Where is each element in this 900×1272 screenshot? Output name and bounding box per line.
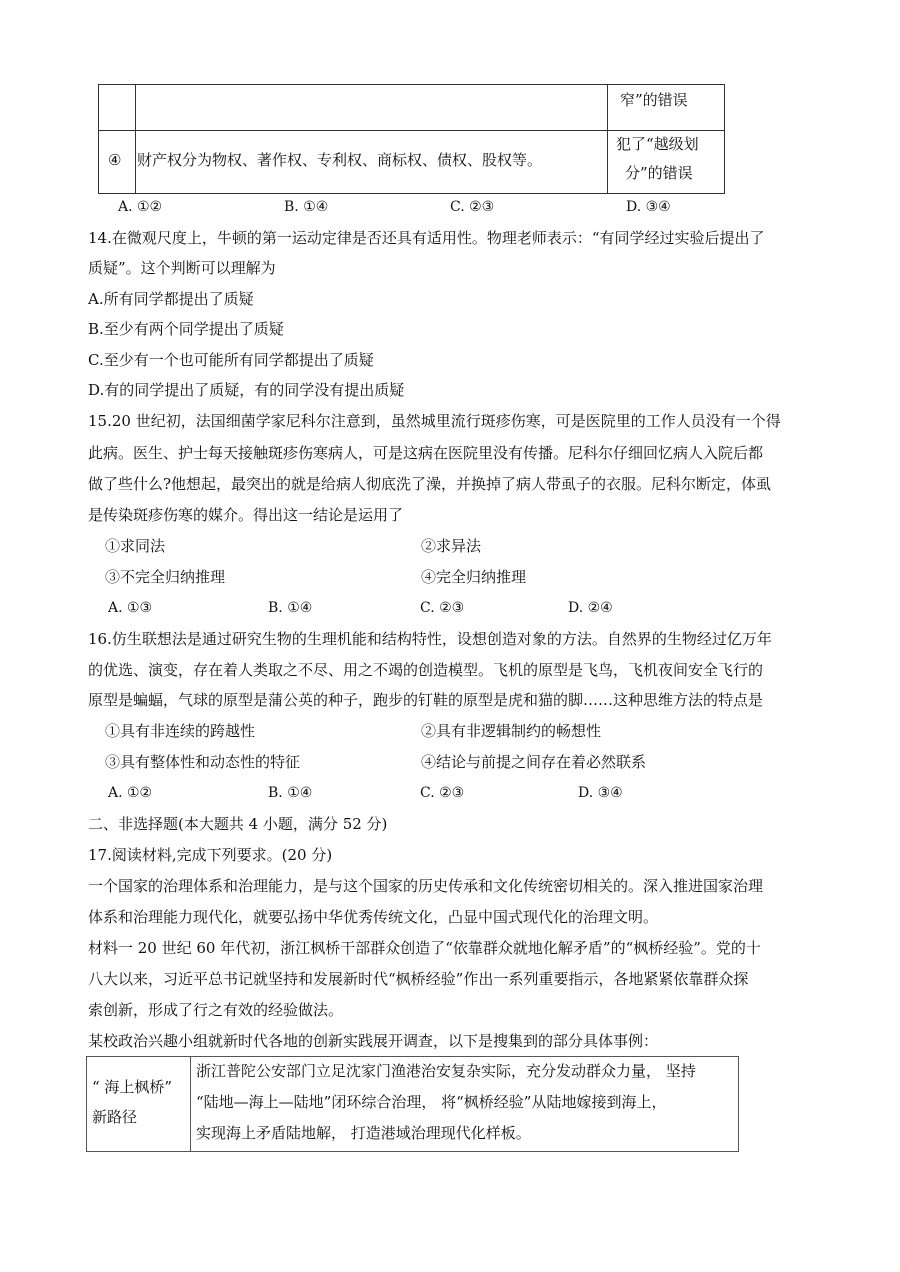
table-divider [607,85,608,193]
table-divider [135,85,136,193]
table-divider [190,1057,191,1151]
case-table-label: 新路径 [92,1108,138,1126]
q16-stem-line: 原型是蝙蝠，气球的原型是蒲公英的种子，跑步的钉鞋的原型是虎和猫的脚……这种思维方法的特点是 [88,691,764,709]
table-divider [99,130,724,131]
q15-stem-line: 是传染斑疹伤寒的媒介。得出这一结论是运用了 [88,506,404,524]
q15-item-3: ③不完全归纳推理 [105,568,226,586]
q14-stem-line: 质疑”。这个判断可以理解为 [88,259,276,277]
q14-stem-line: 14.在微观尺度上，牛顿的第一运动定律是否还具有适用性。物理老师表示：“有同学经过实验后提出了 [88,229,765,247]
q15-stem-line: 做了些什么?他想起，最突出的就是给病人彻底洗了澡，并换掉了病人带虱子的衣服。尼科尔断定，体虱 [88,475,772,493]
q15-option-a: A. ①③ [108,600,153,616]
q14-option-b: B.至少有两个同学提出了质疑 [88,320,284,338]
q16-option-d: D. ③④ [578,785,623,801]
q15-option-d: D. ②④ [568,600,613,616]
table-cell-result-line2: 分”的错误 [625,164,693,182]
case-table-text: “陆地—海上—陆地”闭环综合治理， 将“枫桥经验”从陆地嫁接到海上， [196,1093,667,1111]
q13-option-c: C. ②③ [450,199,495,215]
q15-stem-line: 此病。医生、护士每天接触斑疹伤寒病人，可是这病在医院里没有传播。尼科尔仔细回忆病人入院后都 [88,444,764,462]
q17-intro-line: 一个国家的治理体系和治理能力，是与这个国家的历史传承和文化传统密切相关的。深入推进国家治理 [88,877,764,895]
q17-material-line: 索创新，形成了行之有效的经验做法。 [88,1001,344,1019]
case-table-text: 浙江普陀公安部门立足沈家门渔港治安复杂实际，充分发动群众力量， 坚持 [196,1062,696,1080]
q15-item-4: ④完全归纳推理 [421,568,527,586]
q17-intro-line: 体系和治理能力现代化，就要弘扬中华优秀传统文化，凸显中国式现代化的治理文明。 [88,908,659,926]
q15-item-1: ①求同法 [105,537,166,555]
q16-item-1: ①具有非连续的跨越性 [105,722,256,740]
q13-option-d: D. ③④ [626,199,671,215]
case-table-text: 实现海上矛盾陆地解， 打造港域治理现代化样板。 [196,1124,531,1142]
q16-item-4: ④结论与前提之间存在着必然联系 [421,753,647,771]
q17-title: 17.阅读材料,完成下列要求。(20 分) [88,846,333,864]
q16-item-2: ②具有非逻辑制约的畅想性 [421,722,602,740]
table-cell-row-number: ④ [108,151,122,169]
q16-option-c: C. ②③ [420,785,465,801]
q13-option-a: A. ①② [118,199,163,215]
q16-option-a: A. ①② [108,785,153,801]
case-table-label: “ 海上枫桥” [92,1078,173,1096]
q13-option-b: B. ①④ [284,199,329,215]
q16-item-3: ③具有整体性和动态性的特征 [105,753,301,771]
section-title: 二、非选择题(本大题共 4 小题，满分 52 分) [88,815,388,833]
q17-material-line: 材料一 20 世纪 60 年代初，浙江枫桥干部群众创造了“依靠群众就地化解矛盾”的“枫桥经验”。党的十 [88,939,761,957]
table-cell-statement: 财产权分为物权、著作权、专利权、商标权、债权、股权等。 [137,151,543,169]
q14-option-a: A.所有同学都提出了质疑 [88,290,254,308]
q17-material-line: 八大以来，习近平总书记就坚持和发展新时代“枫桥经验”作出一系列重要指示，各地紧紧依靠群众探 [88,970,749,988]
q16-stem-line: 的优选、演变，存在着人类取之不尽、用之不竭的创造模型。飞机的原型是飞鸟，飞机夜间安全飞行的 [88,661,764,679]
table-cell-prev-result: 窄”的错误 [620,91,688,109]
q15-option-b: B. ①④ [268,600,313,616]
q15-stem-line: 15.20 世纪初，法国细菌学家尼科尔注意到，虽然城里流行斑疹伤寒，可是医院里的工作人员没有一个得 [88,412,781,430]
q16-option-b: B. ①④ [268,785,313,801]
q17-survey-line: 某校政治兴趣小组就新时代各地的创新实践展开调查，以下是搜集到的部分具体事例： [88,1032,659,1050]
q15-option-c: C. ②③ [420,600,465,616]
q16-stem-line: 16.仿生联想法是通过研究生物的生理机能和结构特性，设想创造对象的方法。自然界的生物经过亿万年 [88,630,772,648]
q15-item-2: ②求异法 [421,537,482,555]
q14-option-c: C.至少有一个也可能所有同学都提出了质疑 [88,351,374,369]
table-cell-result-line1: 犯了“越级划 [616,135,699,153]
q14-option-d: D.有的同学提出了质疑，有的同学没有提出质疑 [88,381,405,399]
